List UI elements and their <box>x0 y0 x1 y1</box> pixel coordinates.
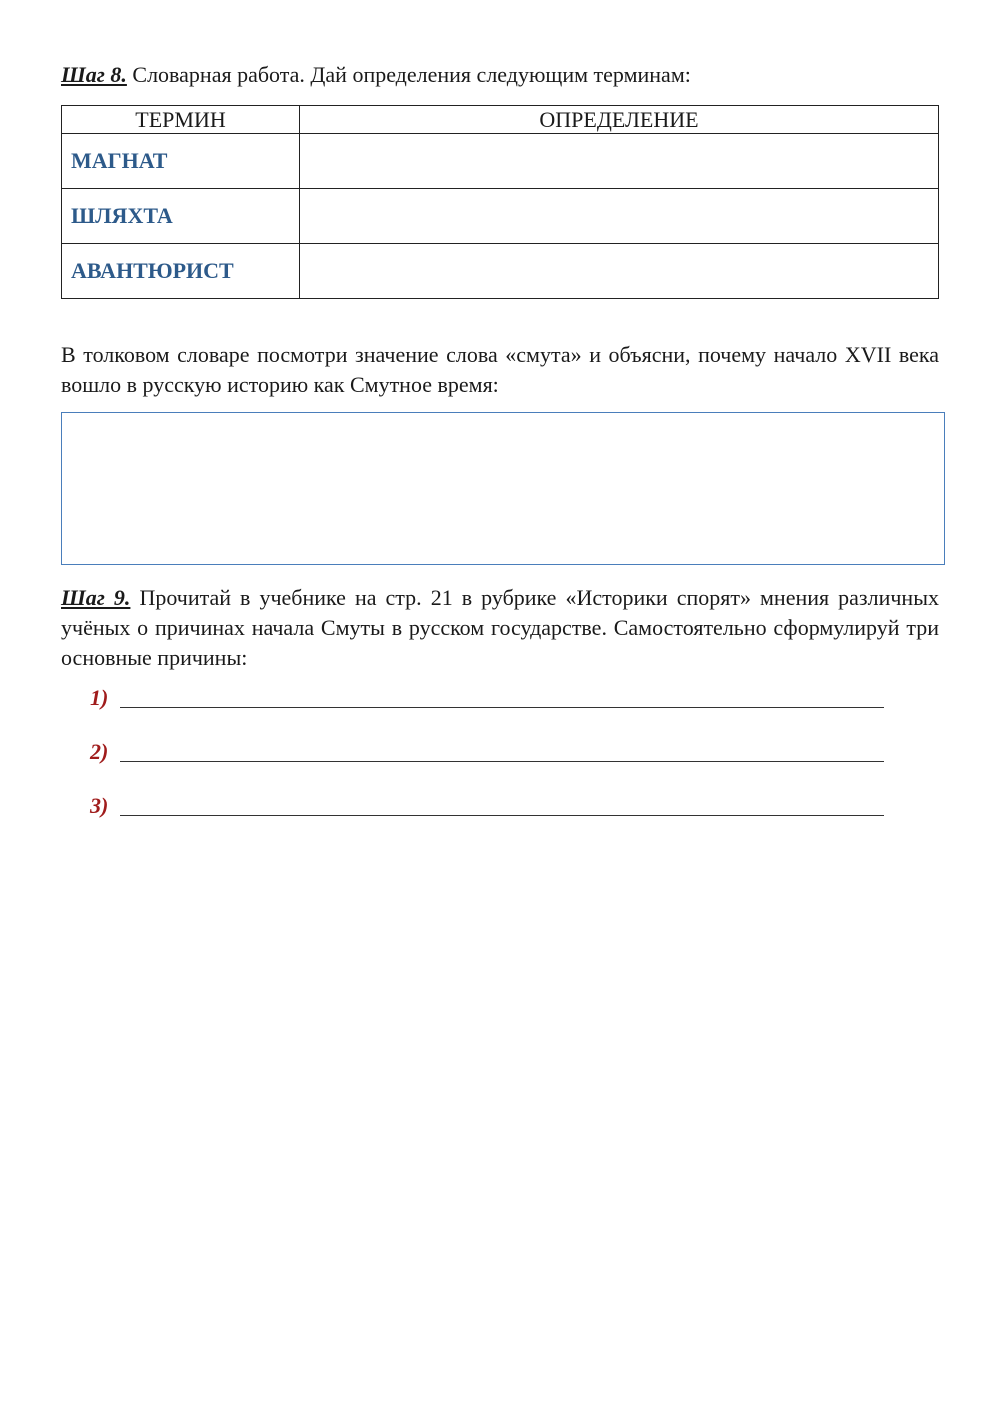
table-row <box>62 189 939 244</box>
definition-cell-avantyurist[interactable] <box>300 244 939 299</box>
step8-label: Шаг 8. <box>61 62 127 87</box>
reason-number: 3) <box>90 793 109 818</box>
term-cell-magnat: МАГНАТ <box>62 134 300 189</box>
reason-answer-line[interactable] <box>120 815 884 816</box>
reason-item-2 <box>90 737 890 769</box>
smuta-task-text: В толковом словаре посмотри значение слова «смута» и объясни, почему начало XVII века вошло в русскую историю как Смутное время: <box>61 342 939 397</box>
step8-text: Словарная работа. Дай определения следующим терминам: <box>126 62 691 87</box>
table-row <box>62 244 939 299</box>
table-row <box>62 134 939 189</box>
term-cell-shlyakhta: ШЛЯХТА <box>62 189 300 244</box>
reason-number: 1) <box>90 685 109 710</box>
step9-label: Шаг 9. <box>61 585 131 610</box>
step9-heading <box>61 583 939 673</box>
reason-answer-line[interactable] <box>120 761 884 762</box>
term-column-header: ТЕРМИН <box>62 106 300 134</box>
definition-column-header: ОПРЕДЕЛЕНИЕ <box>300 106 939 134</box>
reason-answer-line[interactable] <box>120 707 884 708</box>
smuta-answer-box[interactable] <box>61 412 945 565</box>
reason-number: 2) <box>90 739 109 764</box>
definition-cell-shlyakhta[interactable] <box>300 189 939 244</box>
definition-cell-magnat[interactable] <box>300 134 939 189</box>
step8-heading <box>61 60 691 90</box>
reason-item-3 <box>90 791 890 823</box>
terms-table <box>61 105 939 299</box>
step9-text: Прочитай в учебнике на стр. 21 в рубрике «Историки спорят» мнения различных учёных о причинах начала Смуты в русском государстве. Самостоятельно сформулируй три основные причины: <box>61 585 939 670</box>
term-cell-avantyurist: АВАНТЮРИСТ <box>62 244 300 299</box>
reason-item-1 <box>90 683 890 715</box>
terms-table-header-row <box>62 106 939 134</box>
